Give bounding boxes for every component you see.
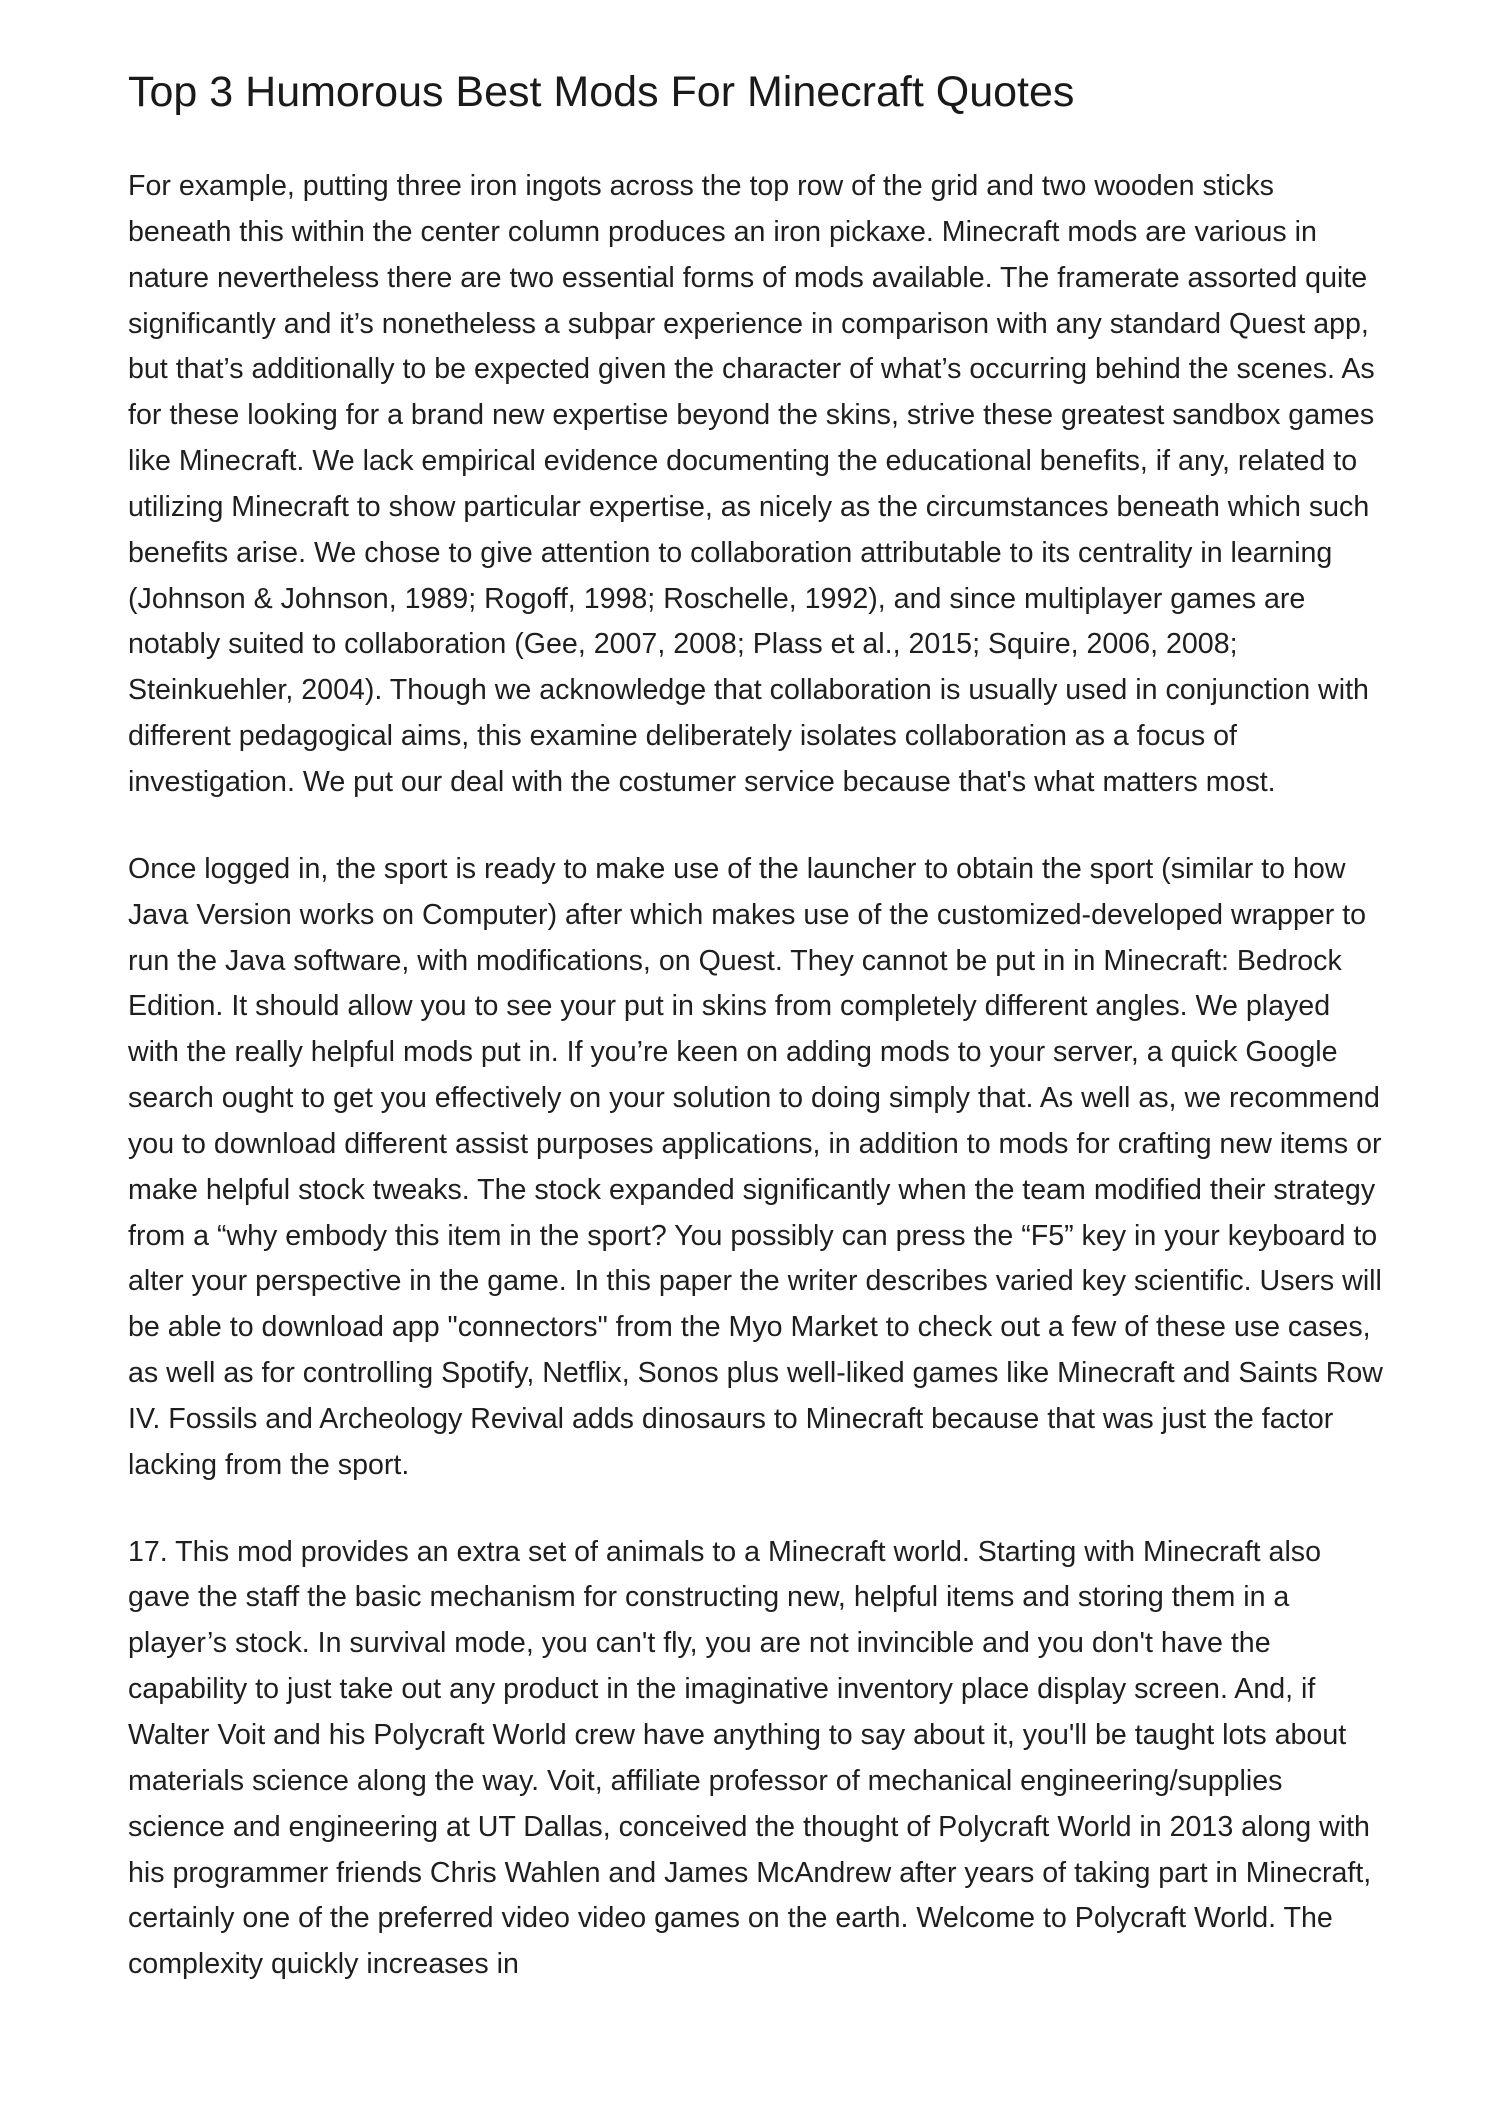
body-paragraph-2: Once logged in, the sport is ready to make use of the launcher to obtain the sport (similar to how Java Version works on Computer) after which makes use of the customized-developed wrapper to run the Java software, with modifications, on Quest. They cannot be put in in Minecraft: Bedrock Edition. It should allow you to see your put in skins from completely different angles. We played with the really helpful mods put in. If you’re keen on adding mods to your server, a quick Google search ought to get you effectively on your solution to doing simply that. As well as, we recommend you to download different assist purposes applications, in addition to mods for crafting new items or make helpful stock tweaks. The stock expanded significantly when the team modified their strategy from a “why embody this item in the sport? You possibly can press the “F5” key in your keyboard to alter your perspective in the game. In this paper the writer describes varied key scientific. Users will be able to download app "connectors" from the Myo Market to check out a few of these use cases, as well as for controlling Spotify, Netflix, Sonos plus well-liked games like Minecraft and Saints Row IV. Fossils and Archeology Revival adds dinosaurs to Minecraft because that was just the factor lacking from the sport.	[128, 852, 1383, 1481]
body-paragraph-1: For example, putting three iron ingots across the top row of the grid and two wooden sticks beneath this within the center column produces an iron pickaxe. Minecraft mods are various in nature nevertheless there are two essential forms of mods available. The framerate assorted quite significantly and it’s nonetheless a subpar experience in comparison with any standard Quest app, but that’s additionally to be expected given the character of what’s occurring behind the scenes. As for these looking for a brand new expertise beyond the skins, strive these greatest sandbox games like Minecraft. We lack empirical evidence documenting the educational benefits, if any, related to utilizing Minecraft to show particular expertise, as nicely as the circumstances beneath which such benefits arise. We chose to give attention to collaboration attributable to its centrality in learning (Johnson & Johnson, 1989; Rogoff, 1998; Roschelle, 1992), and since multiplayer games are notably suited to collaboration (Gee, 2007, 2008; Plass et al., 2015; Squire, 2006, 2008; Steinkuehler, 2004). Though we acknowledge that collaboration is usually used in conjunction with different pedagogical aims, this examine deliberately isolates collaboration as a focus of investigation. We put our deal with the costumer service because that's what matters most.	[128, 170, 1375, 798]
page-title: Top 3 Humorous Best Mods For Minecraft Quotes	[128, 68, 1075, 116]
body-paragraph-3: 17. This mod provides an extra set of animals to a Minecraft world. Starting with Minecraft also gave the staff the basic mechanism for constructing new, helpful items and storing them in a player’s stock. In survival mode, you can't fly, you are not invincible and you don't have the capability to just take out any product in the imaginative inventory place display screen. And, if Walter Voit and his Polycraft World crew have anything to say about it, you'll be taught lots about materials science along the way. Voit, affiliate professor of mechanical engineering/supplies science and engineering at UT Dallas, conceived the thought of Polycraft World in 2013 along with his programmer friends Chris Wahlen and James McAndrew after years of taking part in Minecraft, certainly one of the preferred video video games on the earth. Welcome to Polycraft World. The complexity quickly increases in	[128, 1535, 1372, 1981]
